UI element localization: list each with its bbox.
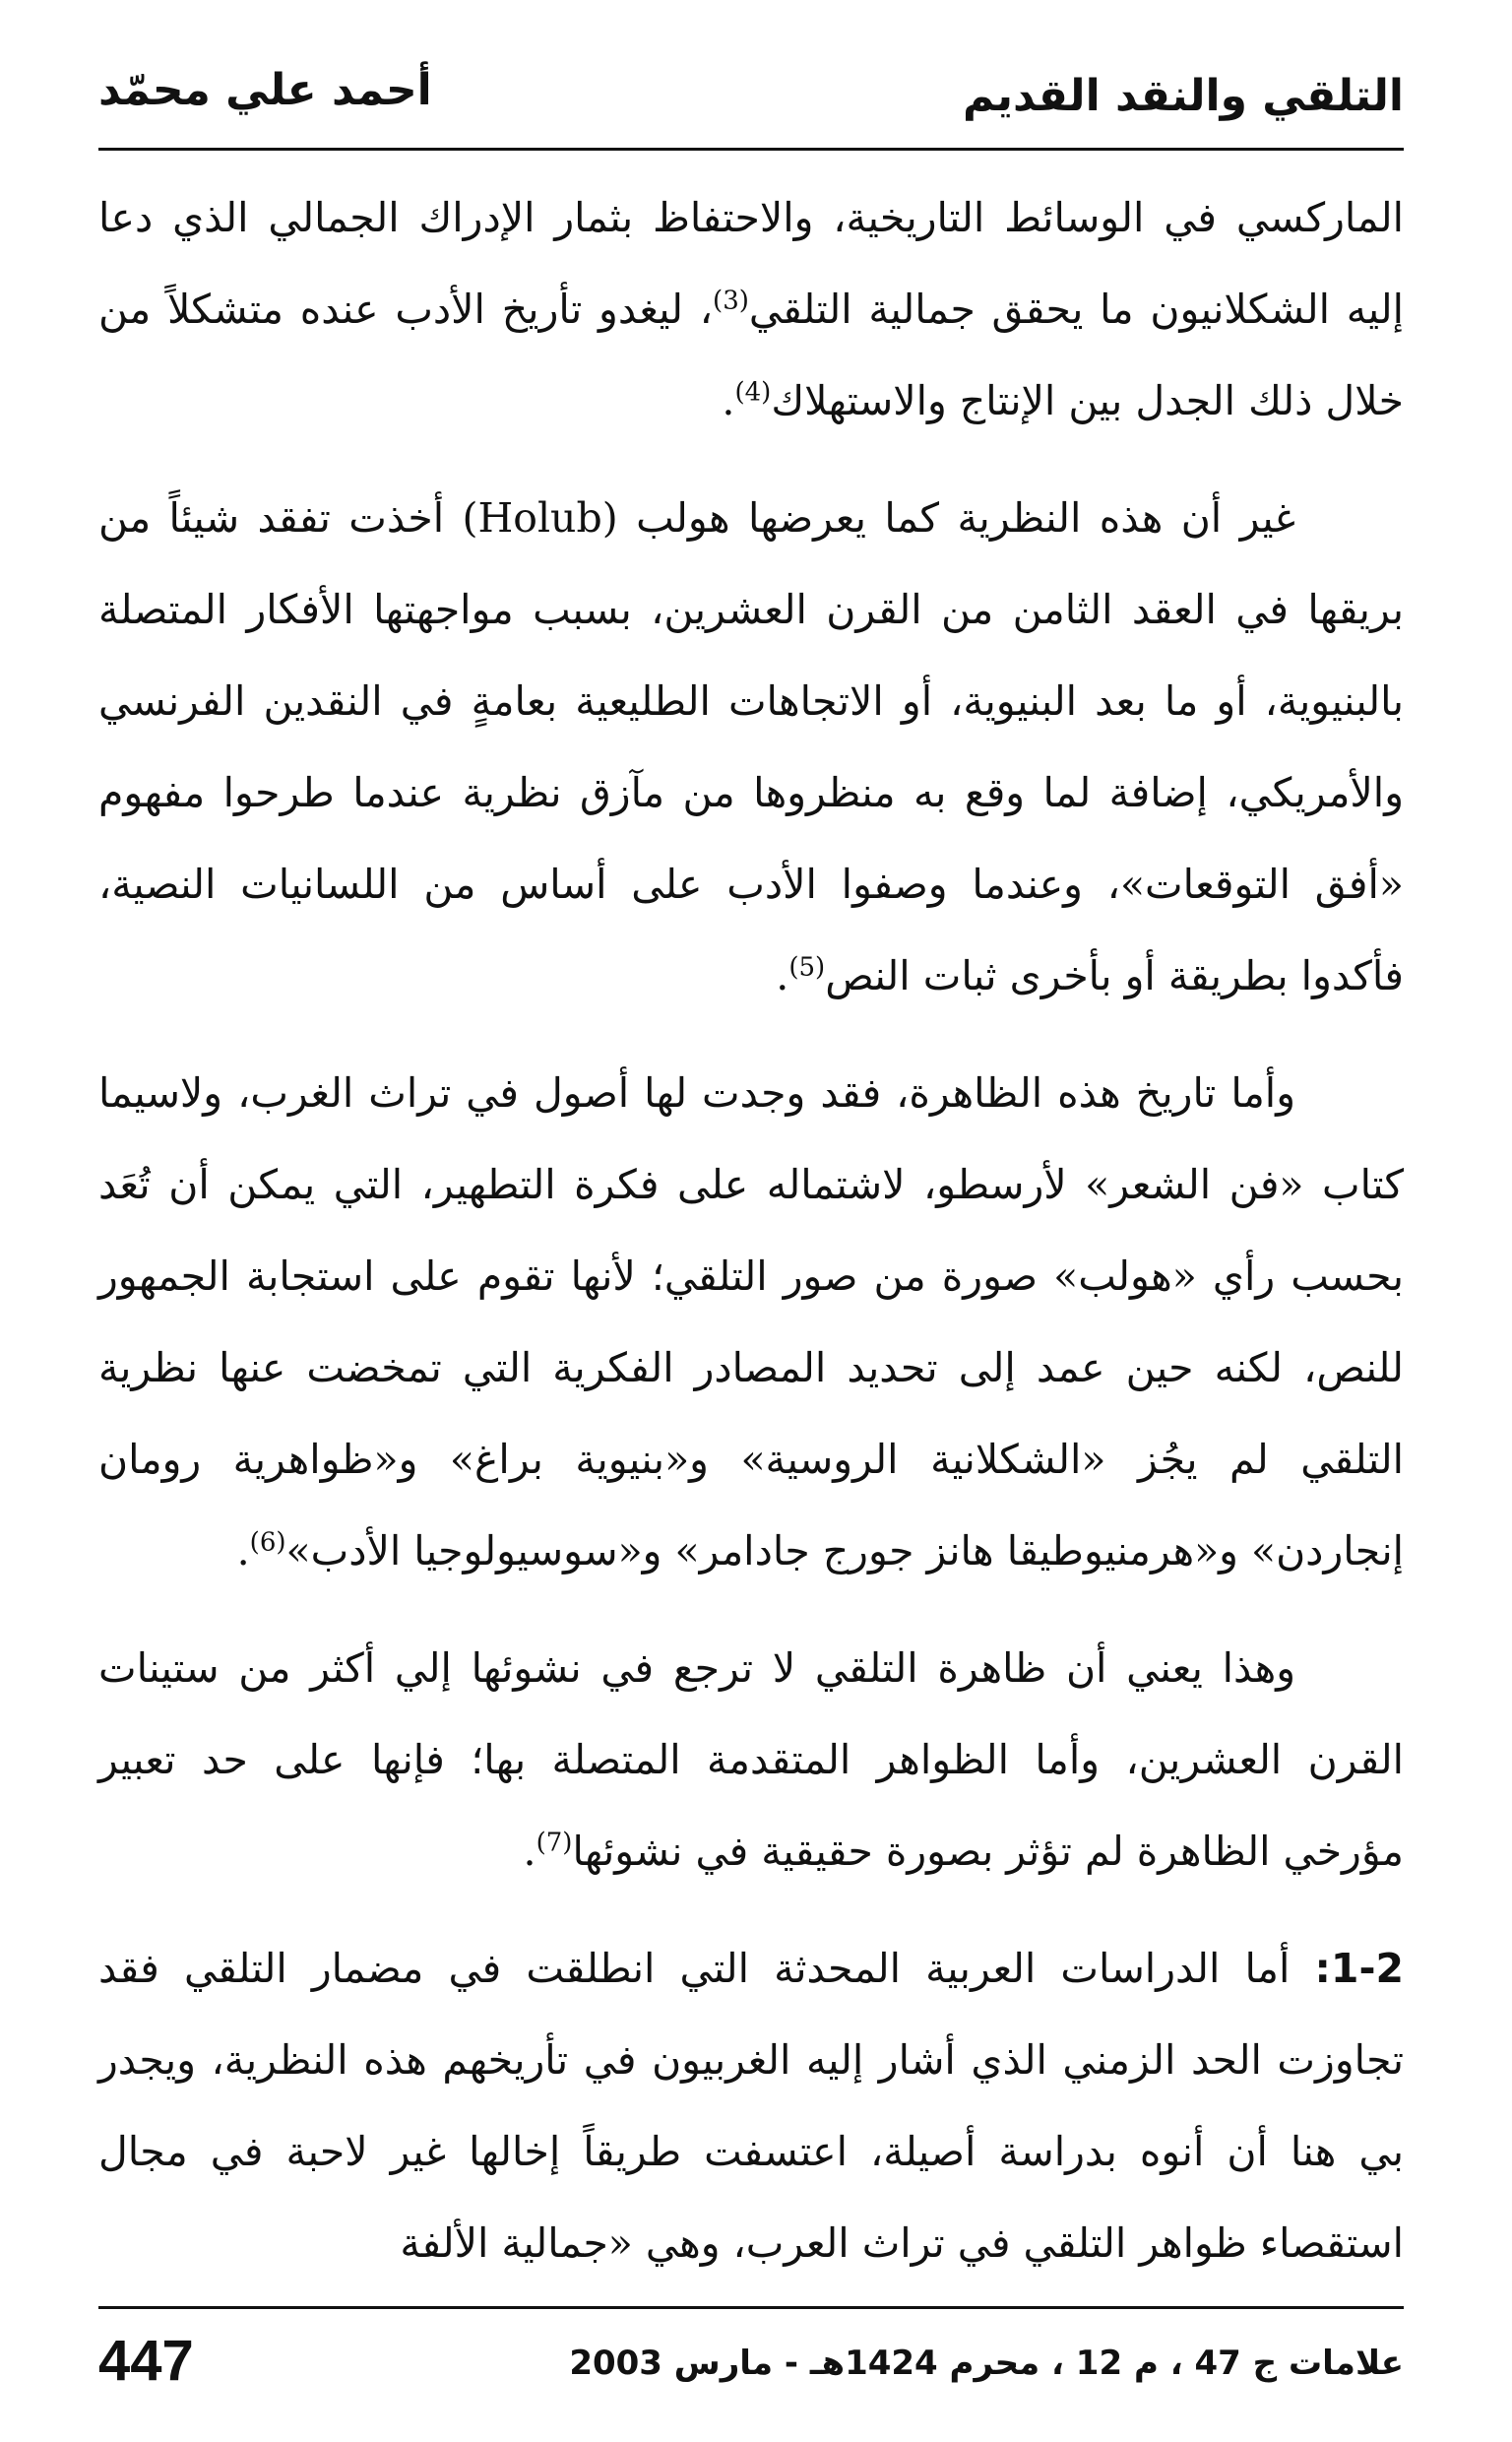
footnote-ref: (5) <box>788 952 826 983</box>
text-run: أما الدراسات العربية المحدثة التي انطلقت في مضمار التلقي فقد تجاوزت الحد الزمني الذي أشار إليه الغربيون في تأريخهم هذه النظرية، ويجدر بي هنا أن أنوه بدراسة أصيلة، اعتسفت طريقاً إخالها غير لاحبة في مجال استقصاء ظواهر التلقي في تراث العرب، وهي «جمالية الألفة <box>98 1945 1404 2267</box>
page-header <box>98 59 1404 148</box>
text-run: . <box>776 952 789 999</box>
page-number: 447 <box>98 2329 194 2393</box>
header-rule <box>98 148 1404 151</box>
text-run: . <box>523 1828 536 1875</box>
footnote-ref: (6) <box>249 1527 286 1558</box>
text-run: غير أن هذه النظرية كما يعرضها هولب (Holub) أخذت تفقد شيئاً من بريقها في العقد الثامن من القرن العشرين، بسبب مواجهتها الأفكار المتصلة بالبنيوية، أو ما بعد البنيوية، أو الاتجاهات الطليعية بعامةٍ في النقدين الفرنسي والأمريكي، إضافة لما وقع به منظروها من مآزق نظرية عندما طرحوا مفهوم «أفق التوقعات»، وعندما وصفوا الأدب على أساس من اللسانيات النصية، فأكدوا بطريقة أو بأخرى ثبات النص <box>98 494 1404 999</box>
text-run: . <box>722 377 735 424</box>
text-run: وهذا يعني أن ظاهرة التلقي لا ترجع في نشوئها إلي أكثر من ستينات القرن العشرين، وأما الظواهر المتقدمة المتصلة بها؛ فإنها على حد تعبير مؤرخي الظاهرة لم تؤثر بصورة حقيقية في نشوئها <box>98 1644 1404 1875</box>
footnote-ref: (3) <box>713 286 749 316</box>
running-title: التلقي والنقد القديم <box>962 71 1404 121</box>
paragraph-3 <box>98 1048 1404 1597</box>
paragraph-4 <box>98 1623 1404 1897</box>
paragraph-5 <box>98 1923 1404 2289</box>
text-run: ، ليغدو تأريخ الأدب عنده متشكلاً من خلال ذلك الجدل بين الإنتاج والاستهلاك <box>98 286 1404 424</box>
footer-rule <box>98 2306 1404 2309</box>
page-footer <box>98 2324 1404 2403</box>
journal-info: علامات ج 47 ، م 12 ، محرم 1424هـ - مارس 2003 <box>569 2344 1404 2383</box>
footnote-ref: (7) <box>536 1828 573 1858</box>
text-run: . <box>236 1527 250 1574</box>
text-run: الماركسي في الوسائط التاريخية، والاحتفاظ بثمار الإدراك الجمالي الذي دعا إليه الشكلانيون ما يحقق جمالية التلقي <box>98 194 1404 333</box>
text-run: وأما تاريخ هذه الظاهرة، فقد وجدت لها أصول في تراث الغرب، ولاسيما كتاب «فن الشعر» لأرسطو، لاشتماله على فكرة التطهير، التي يمكن أن تُعَد بحسب رأي «هولب» صورة من صور التلقي؛ لأنها تقوم على استجابة الجمهور للنص، لكنه حين عمد إلى تحديد المصادر الفكرية التي تمخضت عنها نظرية التلقي لم يجُز «الشكلانية الروسية» و«بنيوية براغ» و«ظواهرية رومان إنجاردن» و«هرمنيوطيقا هانز جورج جادامر» و«سوسيولوجيا الأدب» <box>98 1069 1404 1574</box>
section-number: 1-2: <box>1314 1945 1404 1992</box>
running-author: أحمد علي محمّد <box>98 65 432 115</box>
footnote-ref: (4) <box>734 377 772 408</box>
paragraph-2 <box>98 473 1404 1022</box>
paragraph-1 <box>98 172 1404 447</box>
article-body <box>98 172 1404 2315</box>
document-page <box>98 0 1404 2442</box>
